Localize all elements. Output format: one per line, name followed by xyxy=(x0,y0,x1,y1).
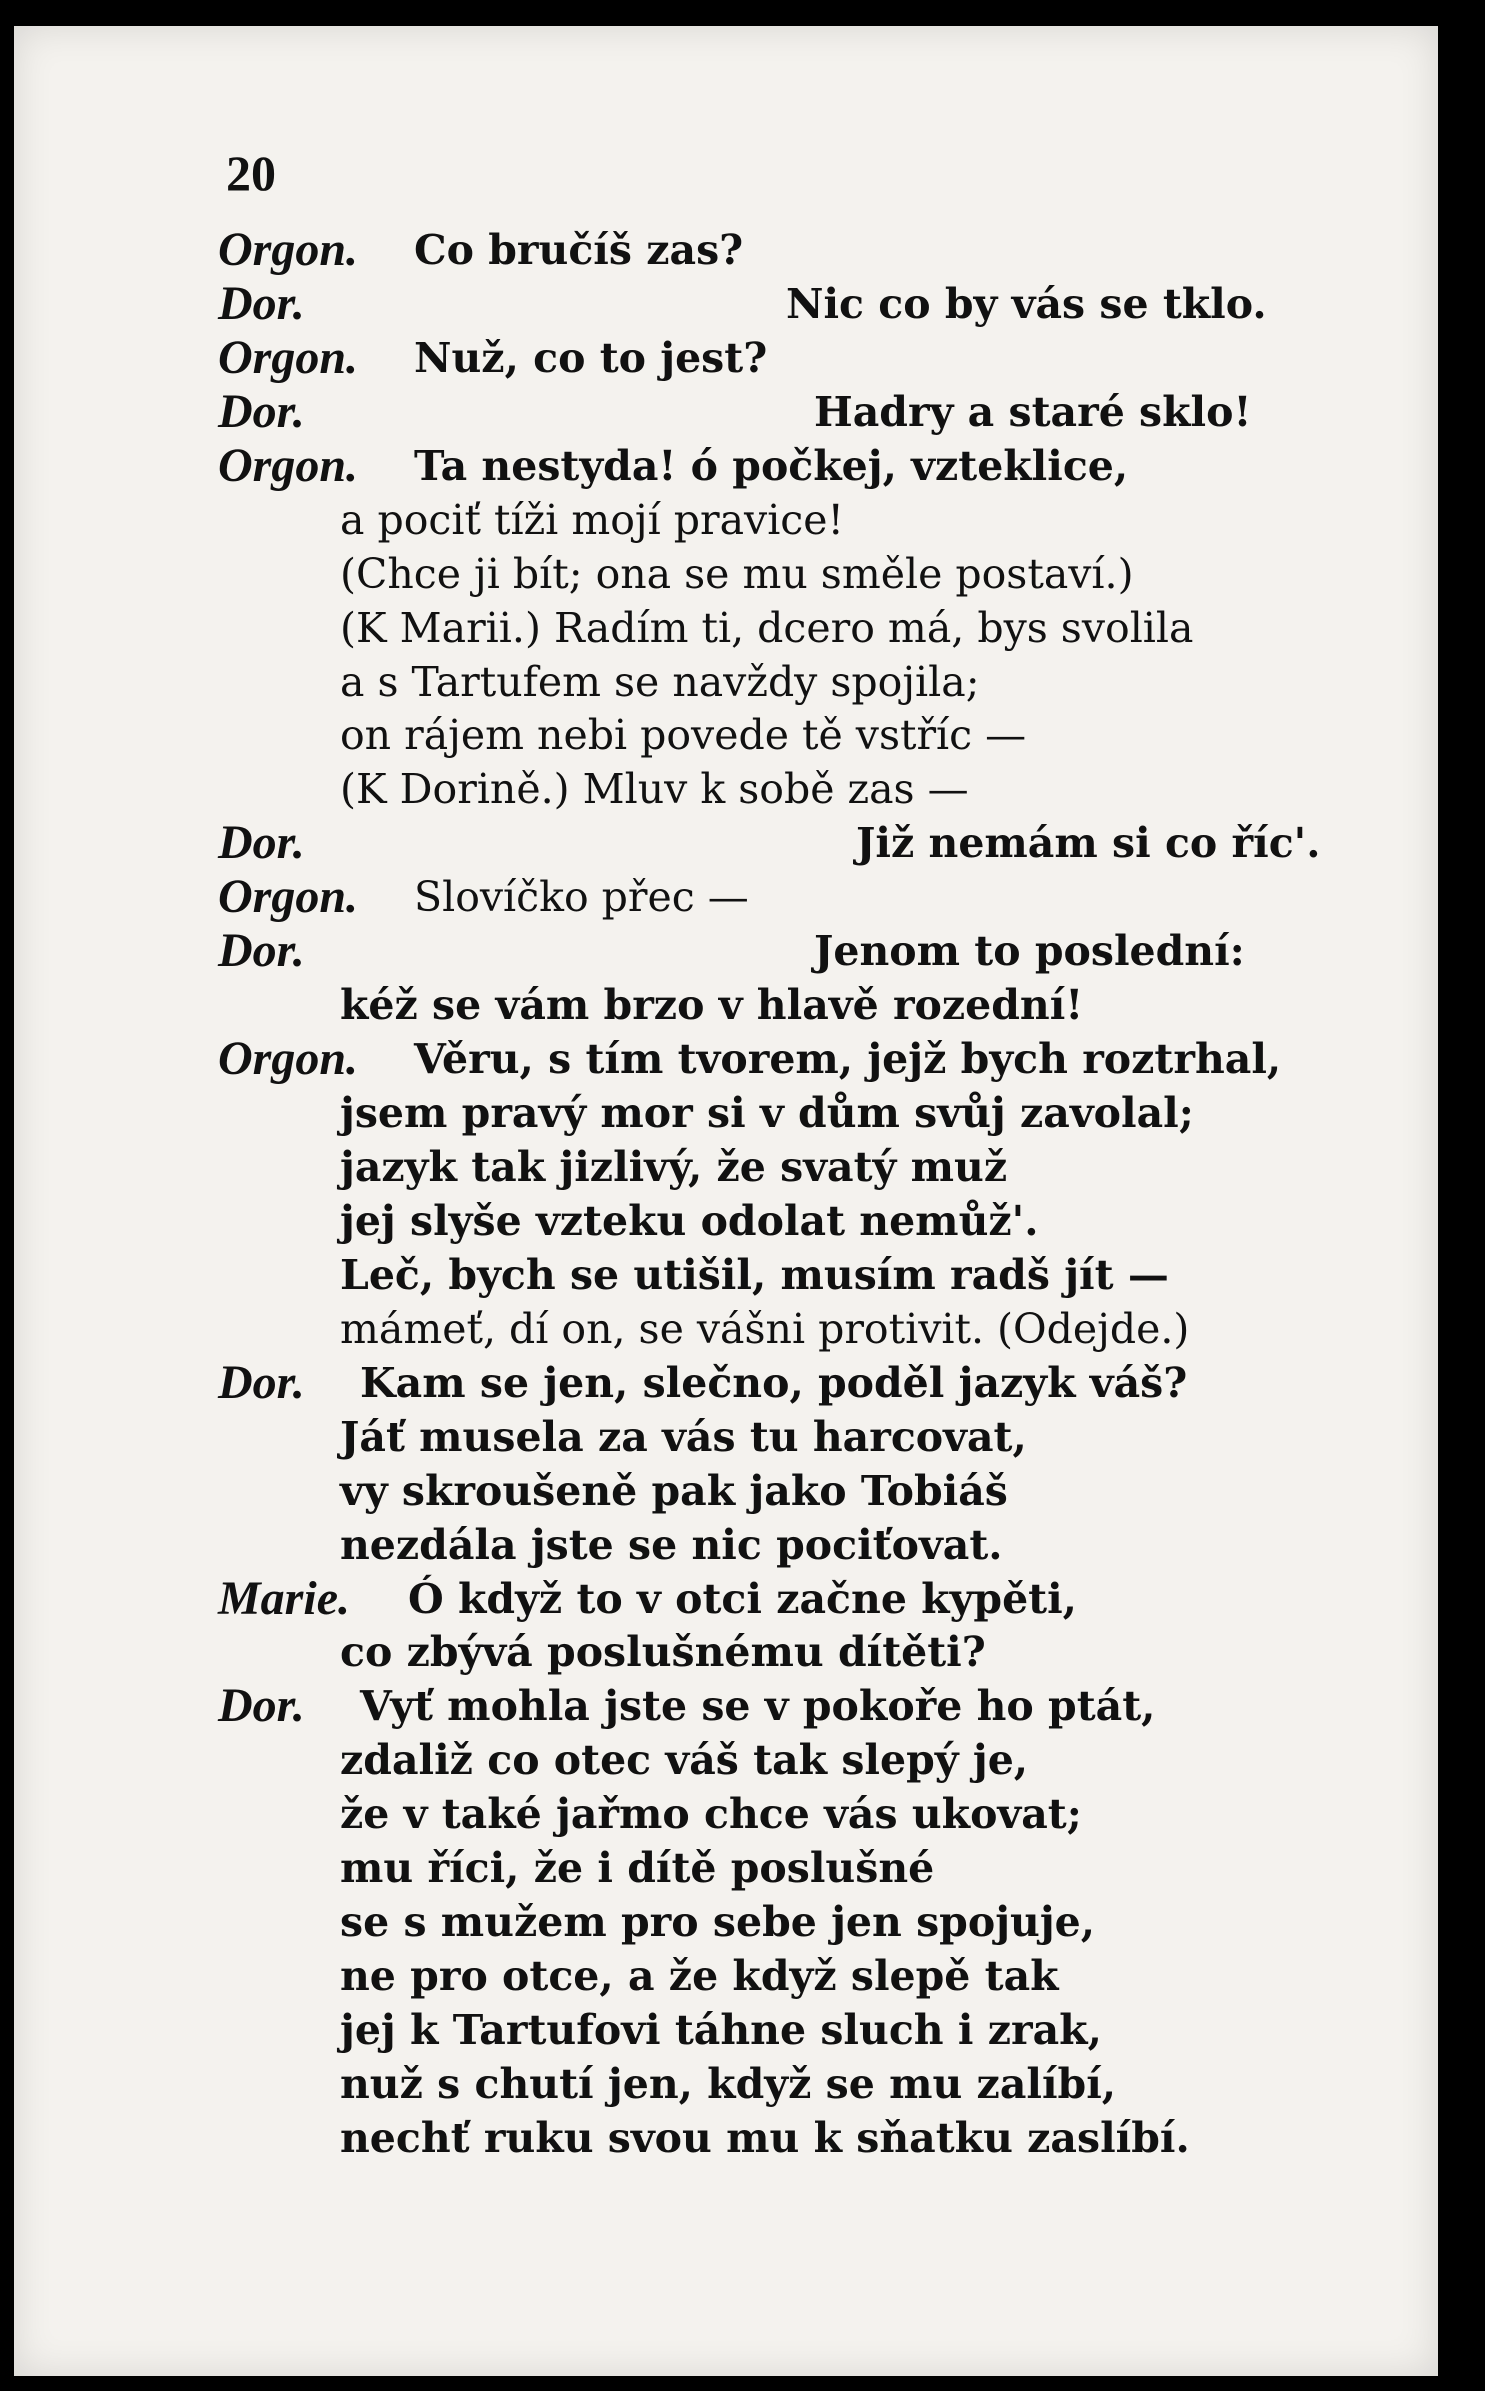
speaker-name: Dor. xyxy=(218,276,305,330)
verse-line xyxy=(14,924,1414,980)
verse-line xyxy=(14,1790,1414,1843)
verse-line xyxy=(14,981,1414,1034)
line-text: Věru, s tím tvorem, jejž bych roztrhal, xyxy=(414,1035,1282,1084)
verse-line xyxy=(14,711,1414,764)
line-text: že v také jařmo chce vás ukovat; xyxy=(340,1790,1082,1839)
line-text: nuž s chutí jen, když se mu zalíbí, xyxy=(340,2059,1117,2108)
line-text: jsem pravý mor si v dům svůj zavolal; xyxy=(340,1089,1194,1138)
verse-line xyxy=(14,604,1414,657)
line-text: jazyk tak jizlivý, že svatý muž xyxy=(340,1142,1008,1191)
verse-line xyxy=(14,870,1414,926)
speaker-name: Orgon. xyxy=(218,870,359,924)
verse-line xyxy=(14,1197,1414,1250)
line-text: Nic co by vás se tklo. xyxy=(786,279,1267,328)
line-text: Slovíčko přec — xyxy=(414,873,749,922)
line-text: (K Marii.) Radím ti, dcero má, bys svolila xyxy=(340,603,1194,652)
line-text: vy skroušeně pak jako Tobiáš xyxy=(340,1466,1008,1515)
line-text: (K Dorině.) Mluv k sobě zas — xyxy=(340,765,969,814)
verse-line xyxy=(14,496,1414,549)
line-text: nezdála jste se nic pociťovat. xyxy=(340,1520,1003,1569)
line-text: nechť ruku svou mu k sňatku zaslíbí. xyxy=(340,2113,1190,2162)
line-text: Leč, bych se utišil, musím radš jít — xyxy=(340,1250,1169,1299)
line-text: Ó když to v otci začne kypěti, xyxy=(408,1574,1077,1623)
verse-line xyxy=(14,1679,1414,1735)
verse-line xyxy=(14,1571,1414,1628)
line-text: Ta nestyda! ó počkej, vzteklice, xyxy=(414,441,1129,490)
speaker-name: Dor. xyxy=(218,1355,305,1409)
line-text: ne pro otce, a že když slepě tak xyxy=(340,1952,1059,2001)
line-text: Kam se jen, slečno, poděl jazyk váš? xyxy=(360,1358,1188,1407)
verse-line xyxy=(14,765,1414,818)
verse-line xyxy=(14,1467,1414,1520)
line-text: (Chce ji bít; ona se mu směle postaví.) xyxy=(340,549,1134,598)
line-text: Již nemám si co říc'. xyxy=(856,819,1321,868)
verse-line xyxy=(14,1952,1414,2005)
speaker-name: Orgon. xyxy=(218,1032,359,1086)
verse-line xyxy=(14,1628,1414,1681)
speaker-name: Orgon. xyxy=(218,223,359,276)
line-text: jej slyše vzteku odolat nemůž'. xyxy=(340,1196,1039,1245)
speaker-name: Orgon. xyxy=(218,330,359,384)
line-text: Co bručíš zas? xyxy=(414,226,744,274)
verse-line xyxy=(14,550,1414,603)
verse-line xyxy=(14,1032,1414,1088)
verse-line xyxy=(14,1413,1414,1466)
speaker-name: Dor. xyxy=(218,1679,305,1733)
verse-line xyxy=(14,438,1414,495)
line-text: Jenom to poslední: xyxy=(814,927,1245,976)
line-text: Vyť mohla jste se v pokoře ho ptát, xyxy=(360,1682,1156,1731)
verse-line xyxy=(14,2114,1414,2167)
page-number: 20 xyxy=(226,145,276,201)
line-text: zdaliž co otec váš tak slepý je, xyxy=(340,1736,1029,1785)
speaker-name: Dor. xyxy=(218,924,305,978)
line-text: kéž se vám brzo v hlavě rozední! xyxy=(340,981,1084,1030)
line-text: a s Tartufem se navždy spojila; xyxy=(340,657,980,706)
verse-line xyxy=(14,223,1414,279)
speaker-name: Dor. xyxy=(218,816,305,870)
line-text: Jáť musela za vás tu harcovat, xyxy=(340,1412,1027,1461)
verse-line xyxy=(14,330,1414,387)
speaker-name: Orgon. xyxy=(218,438,359,492)
verse-line xyxy=(14,1521,1414,1574)
line-text: Hadry a staré sklo! xyxy=(814,387,1252,436)
line-text: mu říci, že i dítě poslušné xyxy=(340,1844,935,1893)
verse-line xyxy=(14,1089,1414,1142)
verse-line xyxy=(14,658,1414,711)
verse-line xyxy=(14,2060,1414,2113)
verse-line xyxy=(14,1898,1414,1951)
verse-line xyxy=(14,1251,1414,1304)
line-text: co zbývá poslušnému dítěti? xyxy=(340,1628,986,1677)
speaker-name: Dor. xyxy=(218,384,305,438)
verse-line xyxy=(14,816,1414,872)
verse-line xyxy=(14,1355,1414,1412)
verse-line xyxy=(14,276,1414,333)
line-text: mámeť, dí on, se vášni protivit. (Odejde.) xyxy=(340,1304,1190,1353)
line-text: se s mužem pro sebe jen spojuje, xyxy=(340,1898,1096,1947)
verse-line xyxy=(14,384,1414,441)
verse-line xyxy=(14,1305,1414,1358)
paper-sheet xyxy=(14,26,1438,2376)
line-text: a pociť tíži mojí pravice! xyxy=(340,495,845,544)
verse-line xyxy=(14,1736,1414,1789)
verse-line xyxy=(14,1844,1414,1897)
speaker-name: Marie. xyxy=(218,1571,350,1625)
line-text: on rájem nebi povede tě vstříc — xyxy=(340,711,1027,760)
line-text: Nuž, co to jest? xyxy=(414,333,768,382)
verse-line xyxy=(14,1143,1414,1196)
verse-line xyxy=(14,2006,1414,2059)
line-text: jej k Tartufovi táhne sluch i zrak, xyxy=(340,2006,1102,2055)
